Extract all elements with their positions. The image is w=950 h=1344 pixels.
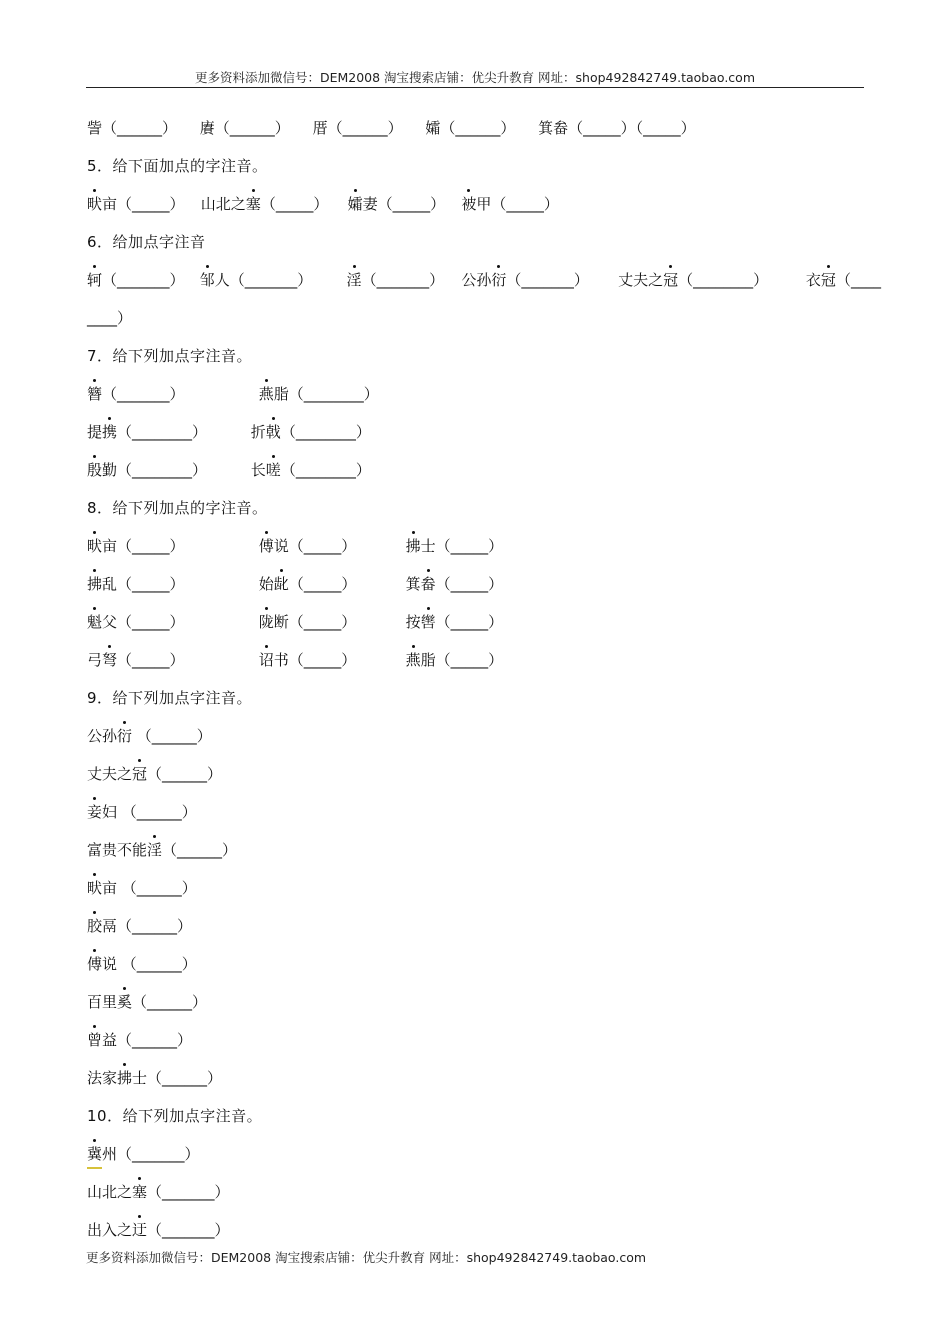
worksheet-content <box>87 115 881 1255</box>
item: 簪（_______） <box>87 381 254 407</box>
item: 诏书（_____） <box>259 647 401 673</box>
item: 被甲（_____） <box>461 191 559 217</box>
item: 燕脂（________） <box>259 381 379 407</box>
item: 厝（______） <box>312 119 403 137</box>
item: 畎亩（_____） <box>87 191 196 217</box>
question-title: 10．给下列加点字注音。 <box>87 1107 263 1125</box>
item: 始龀（_____） <box>259 571 401 597</box>
item: 丈夫之冠（________） <box>618 267 801 293</box>
list-item: 曾益（______） <box>87 1027 867 1065</box>
line-1 <box>87 115 867 153</box>
question-row <box>87 533 867 571</box>
question-row <box>87 571 867 609</box>
list-item: 法家拂士（______） <box>87 1065 867 1103</box>
question-title: 8．给下列加点的字注音。 <box>87 499 268 517</box>
list-item: 傅说 （______） <box>87 951 867 989</box>
question-row <box>87 191 867 229</box>
item: 陇断（_____） <box>259 609 401 635</box>
continuation-line: ____） <box>87 309 133 327</box>
item: 山北之塞（_____） <box>201 191 343 217</box>
item: 淫（_______） <box>347 267 457 293</box>
list-item: 富贵不能淫（______） <box>87 837 867 875</box>
list-item: 山北之塞（_______） <box>87 1179 867 1217</box>
item: 賡（______） <box>199 119 290 137</box>
item: 折戟（________） <box>251 419 371 445</box>
question-row <box>87 647 867 685</box>
question-row <box>87 381 867 419</box>
question-title: 9．给下列加点字注音。 <box>87 689 253 707</box>
list-item: 畎亩 （______） <box>87 875 867 913</box>
question-row <box>87 419 867 457</box>
item: 箕畚（_____） <box>406 571 504 597</box>
item: 傅说（_____） <box>259 533 401 559</box>
item: 按辔（_____） <box>406 609 504 635</box>
item: 魁父（_____） <box>87 609 254 635</box>
item: 箕畚（_____）（_____） <box>538 119 696 137</box>
question-row <box>87 609 867 647</box>
question-title: 7．给下列加点字注音。 <box>87 347 253 365</box>
item: 公孙衍（_______） <box>461 267 613 293</box>
question-row <box>87 267 881 305</box>
item: 燕脂（_____） <box>406 647 504 673</box>
item: 拂乱（_____） <box>87 571 254 597</box>
question-row <box>87 457 867 495</box>
item: 孀妻（_____） <box>348 191 457 217</box>
item: 訾（______） <box>87 119 178 137</box>
list-item: 冀州（_______） <box>87 1141 867 1179</box>
page-header: 更多资料添加微信号：DEM2008 淘宝搜索店铺：优尖升教育 网址：shop492842749.taobao.com <box>194 70 756 85</box>
item: 邹人（_______） <box>200 267 342 293</box>
item: 衣冠（____ <box>806 267 881 293</box>
list-item: 出入之迂（_______） <box>87 1217 867 1255</box>
list-item: 公孙衍 （______） <box>87 723 867 761</box>
item: 提携（________） <box>87 419 246 445</box>
item: 长嗟（________） <box>251 457 371 483</box>
list-item: 妾妇 （______） <box>87 799 867 837</box>
question-title: 6．给加点字注音 <box>87 233 206 251</box>
header-rule <box>86 87 864 88</box>
list-item: 百里奚（______） <box>87 989 867 1027</box>
item: 轲（_______） <box>87 267 195 293</box>
item: 畎亩（_____） <box>87 533 254 559</box>
item: 拂士（_____） <box>406 533 504 559</box>
list-item: 丈夫之冠（______） <box>87 761 867 799</box>
list-item: 胶鬲（______） <box>87 913 867 951</box>
item: 孀（______） <box>425 119 516 137</box>
question-title: 5．给下面加点的字注音。 <box>87 157 268 175</box>
page-footer: 更多资料添加微信号：DEM2008 淘宝搜索店铺：优尖升教育 网址：shop492842749.taobao.com <box>86 1250 647 1265</box>
item: 殷勤（________） <box>87 457 246 483</box>
item: 弓弩（_____） <box>87 647 254 673</box>
